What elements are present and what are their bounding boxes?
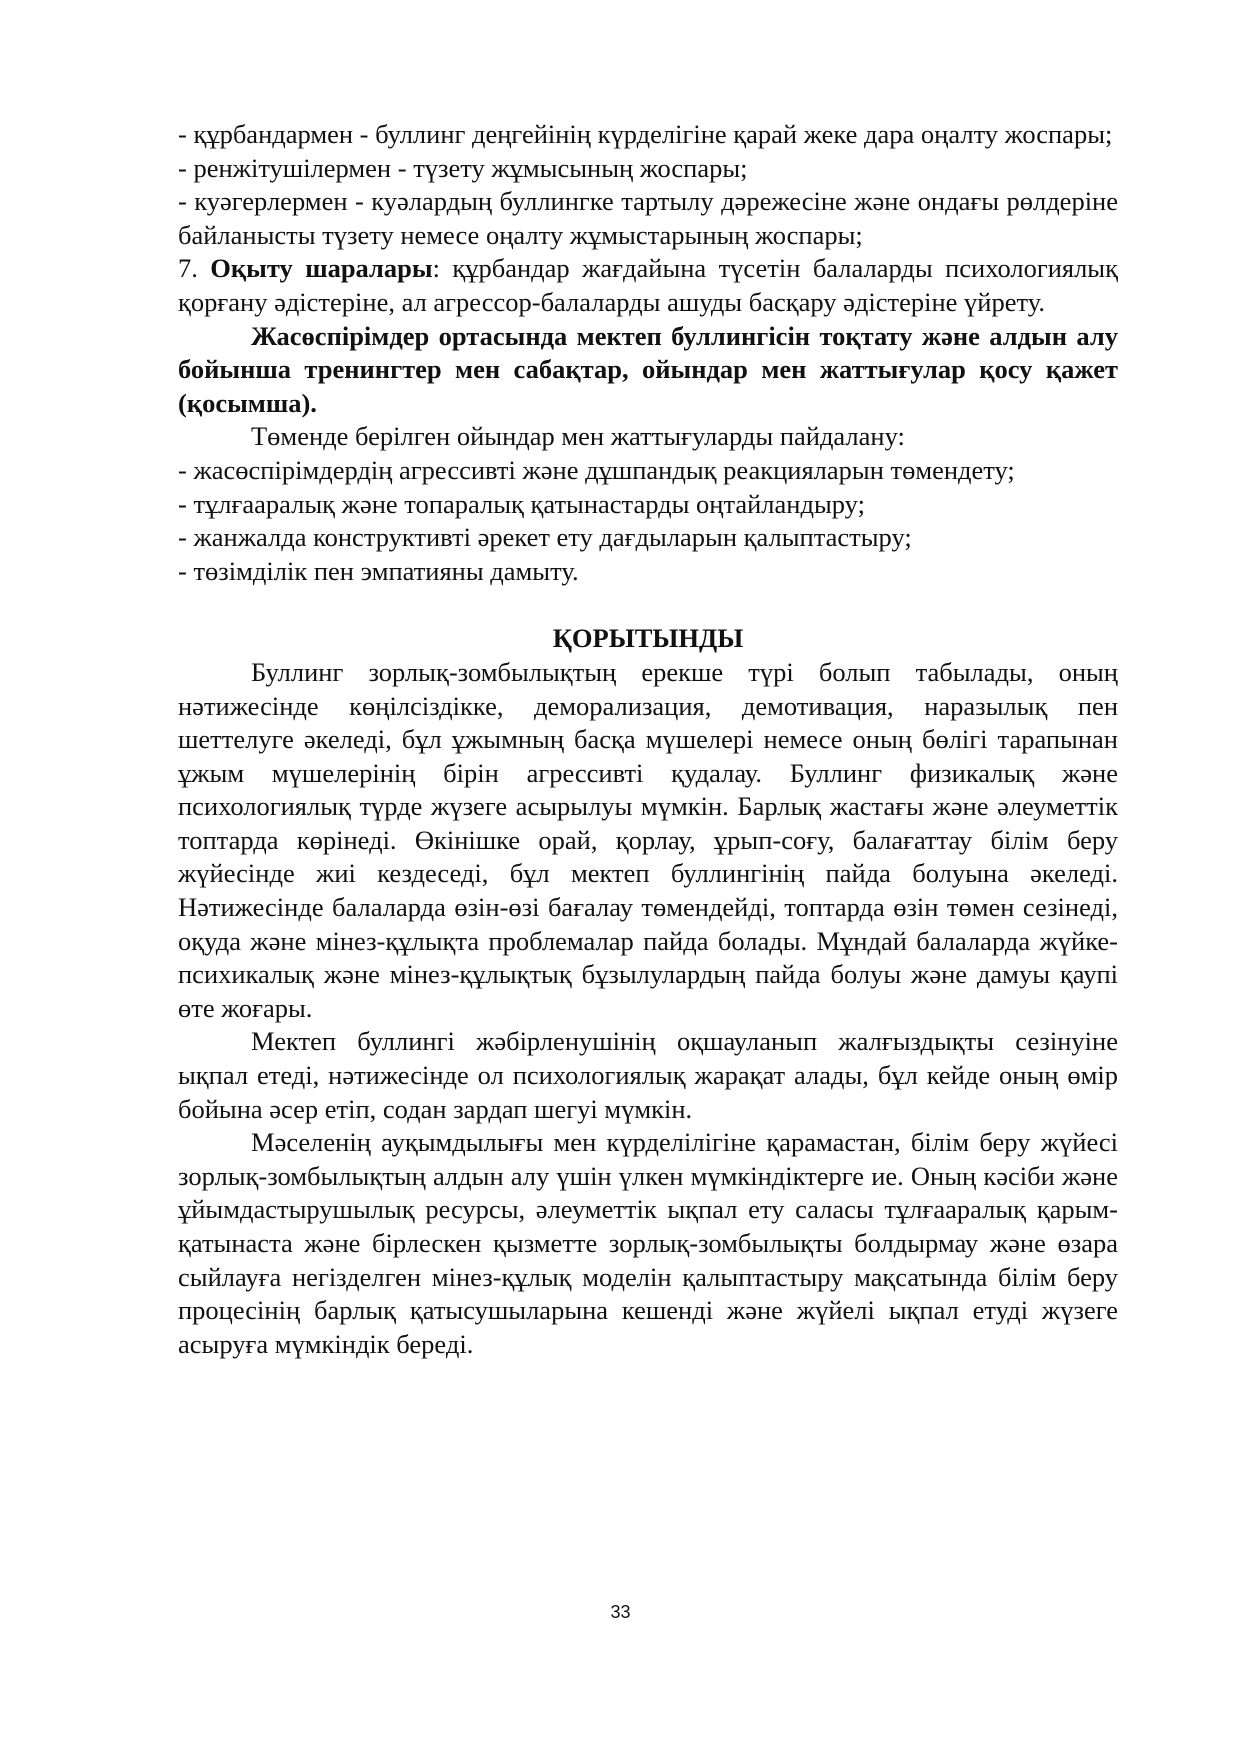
conclusion-paragraph-1: Буллинг зорлық-зомбылықтың ерекше түрі болып табылады, оның нәтижесінде көңілсіздікке, деморализация, демотивация, наразылық пен шеттелуге әкеледі, бұл ұжымның басқа мүшелері немесе оның бөлігі тарапынан ұжым мүшелерінің бірін агрессивті қудалау. Буллинг физикалық және психологиялық түрде жүзеге асырылуы мүмкін. Барлық жастағы және әлеуметтік топтарда көрінеді. Өкінішке орай, қорлау, ұрып-соғу, балағаттау білім беру жүйесінде жиі кездеседі, бұл мектеп буллингінің пайда болуына әкеледі. Нәтижесінде балаларда өзін-өзі бағалау төмендейді, топтарда өзін төмен сезінеді, оқуда және мінез-құлықта проблемалар пайда болады. Мұндай балаларда жүйке-психикалық және мінез-құлықтық бұзылулардың пайда болуы және дамуы қаупі өте жоғары. (178, 656, 1118, 1023)
list-item-offenders: - ренжітушілермен - түзету жұмысының жоспары; (178, 152, 748, 183)
games-list-item: - төзімділік пен эмпатияны дамыту. (178, 555, 579, 586)
list-item-witnesses: - куәгерлермен - куәлардың буллингке тартылу дәрежесіне және ондағы рөлдеріне байланысты түзету немесе оңалту жұмыстарының жоспары; (178, 186, 1118, 250)
page-number: 33 (610, 1602, 631, 1622)
trainings-paragraph: Жасөспірімдер ортасында мектеп буллингісін тоқтату және алдын алу бойынша тренингтер мен сабақтар, ойындар мен жаттығулар қосу қажет (қосымша). (178, 320, 1118, 418)
games-intro: Төменде берілген ойындар мен жаттығуларды пайдалану: (251, 421, 905, 452)
item-7-paragraph (178, 252, 1118, 319)
item-7-text: : құрбандар жағдайына түсетін балаларды психологиялық қорғану әдістеріне, ал агрессор-балаларды ашуды басқару әдістеріне үйрету. (178, 253, 1118, 317)
games-list-item: - жасөспірімдердің агрессивті және дұшпандық реакцияларын төмендету; (178, 454, 1015, 485)
list-item-victims: - құрбандармен - буллинг деңгейінің күрделігіне қарай жеке дара оңалту жоспары; (178, 119, 1113, 149)
document-page (178, 118, 1118, 1361)
item-7-number: 7. (178, 253, 198, 284)
item-7-label: Оқыту шаралары (210, 253, 433, 284)
games-list-item: - тұлғааралық және топаралық қатынастарды оңтайландыру; (178, 488, 865, 519)
conclusion-paragraph-2: Мектеп буллингі жәбірленушінің оқшауланып жалғыздықты сезінуіне ықпал етеді, нәтижесінде ол психологиялық жарақат алады, бұл кейде оның өмір бойына әсер етіп, содан зардап шегуі мүмкін. (178, 1026, 1118, 1124)
games-list-item: - жанжалда конструктивті әрекет ету дағдыларын қалыптастыру; (178, 522, 912, 553)
conclusion-paragraph-3: Мәселенің ауқымдылығы мен күрделілігіне қарамастан, білім беру жүйесі зорлық-зомбылықтың алдын алу үшін үлкен мүмкіндіктерге ие. Оның кәсіби және ұйымдастырушылық ресурсы, әлеуметтік ықпал ету саласы тұлғааралық қарым-қатынаста және бірлескен қызметте зорлық-зомбылықты болдырмау және өзара сыйлауға негізделген мінез-құлық моделін қалыптастыру мақсатында білім беру процесінің барлық қатысушыларына кешенді және жүйелі ықпал етуді жүзеге асыруға мүмкіндік береді. (178, 1127, 1118, 1359)
conclusion-heading: ҚОРЫТЫНДЫ (552, 623, 744, 654)
